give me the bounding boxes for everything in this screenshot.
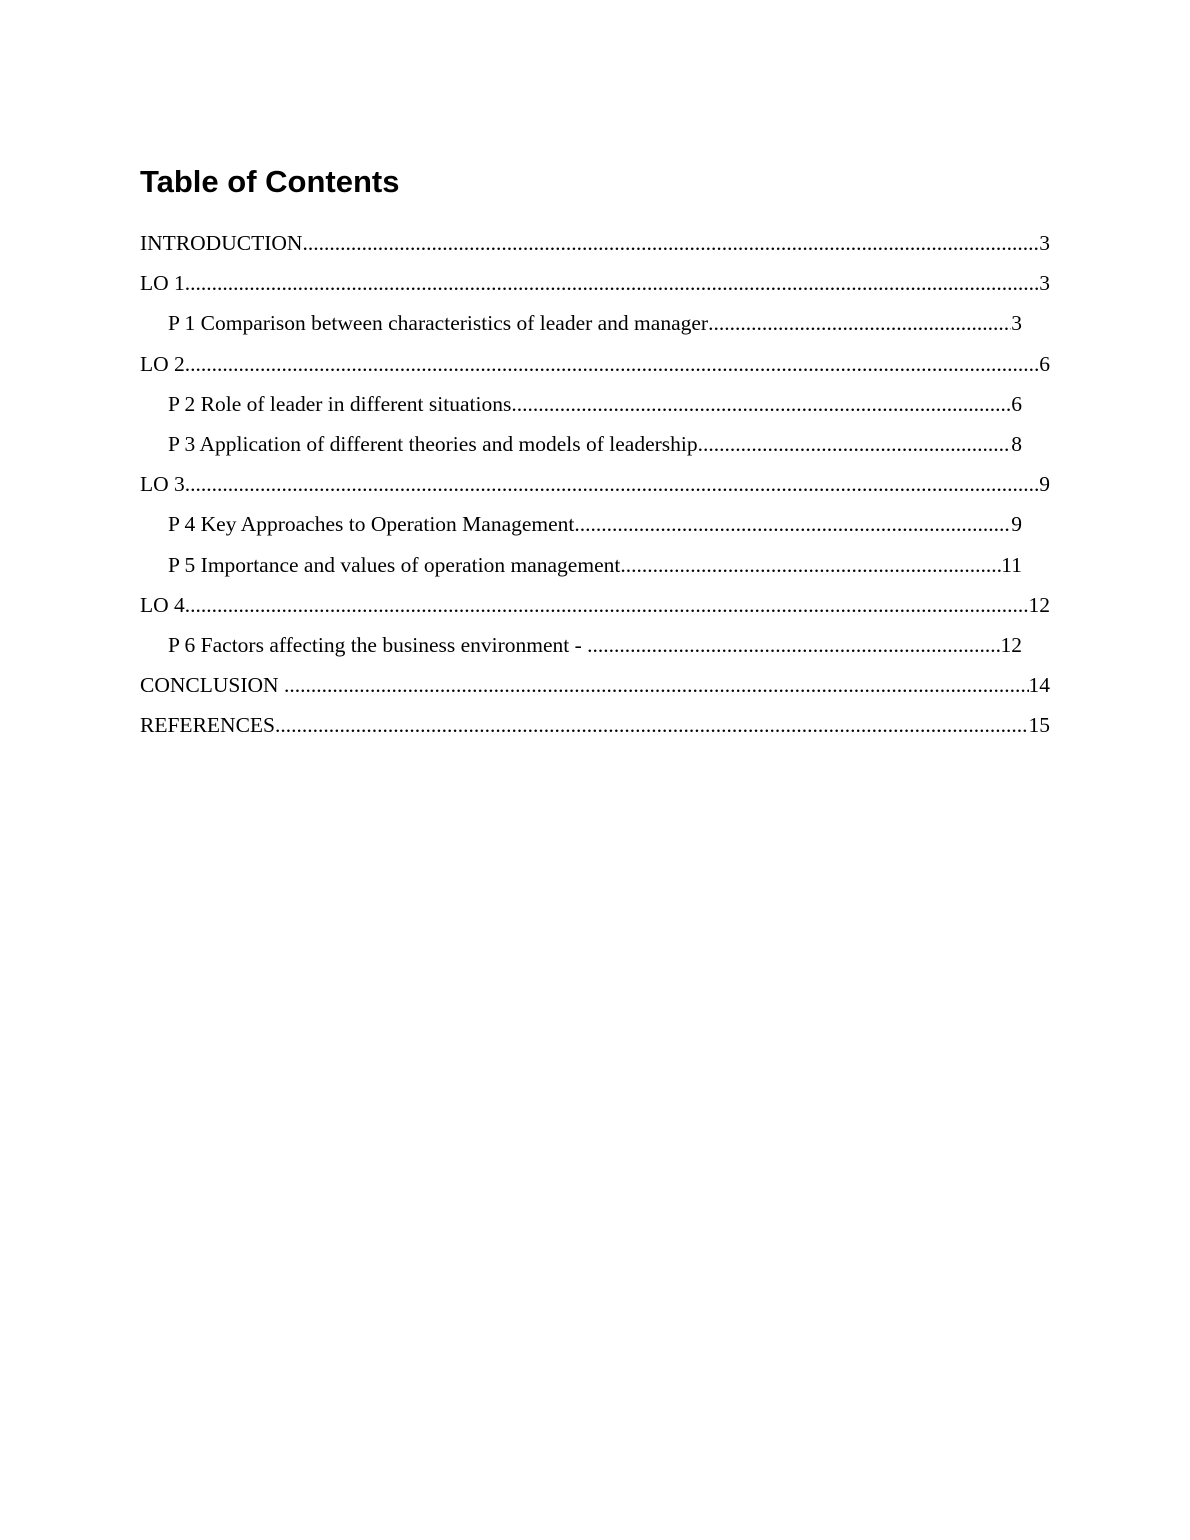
toc-entry-label: P 4 Key Approaches to Operation Management bbox=[168, 512, 575, 537]
toc-entry-label: INTRODUCTION bbox=[140, 231, 303, 255]
toc-dot-leader bbox=[587, 625, 1000, 665]
toc-entry-page: 15 bbox=[1028, 713, 1050, 738]
toc-entry-introduction[interactable] bbox=[140, 223, 1050, 263]
toc-entry-lo2[interactable] bbox=[140, 344, 1050, 384]
toc-entry-lo1[interactable] bbox=[140, 263, 1050, 303]
toc-entry-conclusion[interactable] bbox=[140, 665, 1050, 705]
toc-entry-page: 3 bbox=[1039, 271, 1050, 296]
toc-entry-page: 9 bbox=[1039, 472, 1050, 497]
toc-entry-label: P 5 Importance and values of operation management bbox=[168, 552, 621, 577]
toc-entry-p4[interactable] bbox=[140, 504, 1022, 544]
toc-dot-leader bbox=[185, 464, 1039, 504]
toc-dot-leader bbox=[185, 344, 1039, 384]
toc-entry-p5[interactable] bbox=[140, 545, 1022, 585]
toc-entry-page: 3 bbox=[1011, 311, 1022, 336]
toc-entry-page: 6 bbox=[1039, 351, 1050, 376]
toc-entry-label: P 1 Comparison between characteristics of leader and manager bbox=[168, 311, 709, 336]
toc-entry-p1[interactable] bbox=[140, 303, 1022, 343]
toc-dot-leader bbox=[698, 424, 1012, 464]
toc-entry-page: 12 bbox=[1028, 592, 1050, 617]
toc-entry-page: 14 bbox=[1028, 673, 1050, 698]
toc-entry-label: CONCLUSION bbox=[140, 673, 284, 698]
toc-dot-leader bbox=[708, 303, 1011, 343]
toc-dot-leader bbox=[574, 504, 1011, 544]
toc-entry-label: P 6 Factors affecting the business environment - bbox=[168, 632, 588, 657]
toc-entry-label: LO 2 bbox=[140, 351, 185, 376]
toc-entry-p2[interactable] bbox=[140, 384, 1022, 424]
toc-list bbox=[140, 223, 1050, 745]
toc-entry-p6[interactable] bbox=[140, 625, 1022, 665]
toc-entry-page: 6 bbox=[1011, 391, 1022, 416]
toc-entry-label: LO 4 bbox=[140, 592, 185, 617]
toc-entry-lo4[interactable] bbox=[140, 585, 1050, 625]
toc-entry-label: REFERENCES bbox=[140, 713, 275, 738]
toc-entry-p3[interactable] bbox=[140, 424, 1022, 464]
toc-dot-leader bbox=[185, 263, 1039, 303]
toc-title: Table of Contents bbox=[140, 164, 400, 199]
toc-entry-lo3[interactable] bbox=[140, 464, 1050, 504]
toc-dot-leader bbox=[511, 384, 1011, 424]
toc-dot-leader bbox=[275, 705, 1029, 745]
toc-dot-leader bbox=[620, 545, 1001, 585]
toc-entry-page: 3 bbox=[1039, 231, 1050, 255]
toc-entry-references[interactable] bbox=[140, 705, 1050, 745]
toc-entry-label: LO 1 bbox=[140, 271, 185, 296]
toc-entry-page: 12 bbox=[1000, 632, 1022, 657]
toc-entry-label: LO 3 bbox=[140, 472, 185, 497]
toc-entry-label: P 3 Application of different theories and models of leadership bbox=[168, 431, 698, 456]
toc-entry-label: P 2 Role of leader in different situations bbox=[168, 391, 512, 416]
toc-entry-page: 8 bbox=[1011, 431, 1022, 456]
toc-dot-leader bbox=[284, 665, 1029, 705]
toc-entry-page: 11 bbox=[1001, 552, 1022, 577]
toc-entry-page: 9 bbox=[1011, 512, 1022, 537]
toc-dot-leader bbox=[185, 585, 1029, 625]
toc-dot-leader bbox=[302, 223, 1039, 263]
